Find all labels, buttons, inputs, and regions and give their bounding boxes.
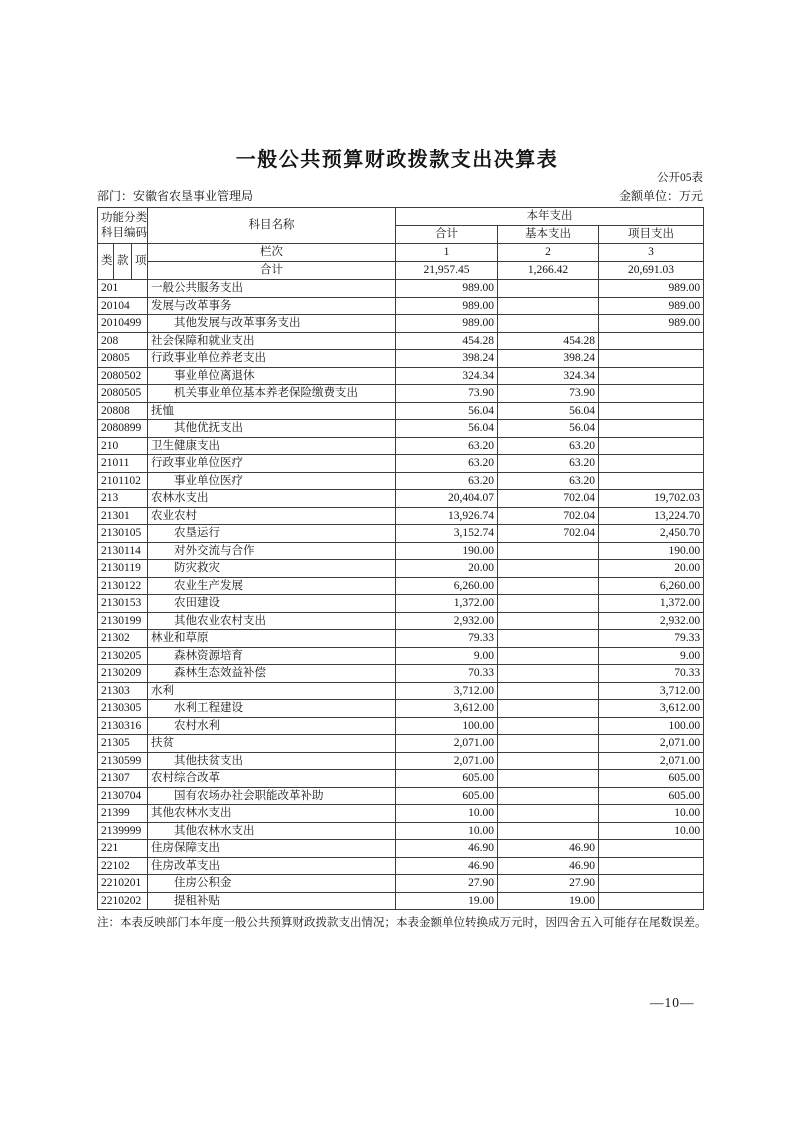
row-basic-value: 27.90 bbox=[498, 875, 599, 893]
row-basic-value: 63.20 bbox=[498, 472, 599, 490]
table-row bbox=[98, 332, 704, 350]
row-total-value: 27.90 bbox=[396, 875, 498, 893]
row-project-value: 3,712.00 bbox=[599, 682, 704, 700]
col-num-2: 2 bbox=[498, 244, 599, 262]
row-project-value: 10.00 bbox=[599, 805, 704, 823]
grand-total-row bbox=[98, 262, 704, 280]
row-basic-value: 46.90 bbox=[498, 840, 599, 858]
table-row bbox=[98, 385, 704, 403]
col-num-1: 1 bbox=[396, 244, 498, 262]
row-subject-name: 其他扶贫支出 bbox=[148, 752, 396, 770]
table-row bbox=[98, 770, 704, 788]
row-basic-value: 454.28 bbox=[498, 332, 599, 350]
header-current-year: 本年支出 bbox=[396, 208, 704, 226]
row-total-value: 605.00 bbox=[396, 770, 498, 788]
row-code: 2130209 bbox=[98, 665, 148, 683]
row-basic-value bbox=[498, 770, 599, 788]
table-row bbox=[98, 367, 704, 385]
row-code: 22102 bbox=[98, 857, 148, 875]
row-project-value: 1,372.00 bbox=[599, 595, 704, 613]
page-number: —10— bbox=[650, 995, 695, 1010]
row-project-value: 605.00 bbox=[599, 787, 704, 805]
row-total-value: 46.90 bbox=[396, 857, 498, 875]
table-row bbox=[98, 822, 704, 840]
row-basic-value bbox=[498, 682, 599, 700]
table-row bbox=[98, 420, 704, 438]
row-code: 2080899 bbox=[98, 420, 148, 438]
table-row bbox=[98, 315, 704, 333]
row-project-value bbox=[599, 332, 704, 350]
row-subject-name: 社会保障和就业支出 bbox=[148, 332, 396, 350]
row-total-value: 605.00 bbox=[396, 787, 498, 805]
row-subject-name: 林业和草原 bbox=[148, 630, 396, 648]
table-number: 公开05表 bbox=[657, 172, 703, 184]
header-function-code-line1: 功能分类 bbox=[101, 212, 147, 225]
row-total-value: 2,932.00 bbox=[396, 612, 498, 630]
row-project-value bbox=[599, 402, 704, 420]
row-subject-name: 住房改革支出 bbox=[148, 857, 396, 875]
row-project-value: 3,612.00 bbox=[599, 700, 704, 718]
header-row-1 bbox=[98, 208, 704, 226]
row-basic-value bbox=[498, 700, 599, 718]
table-row bbox=[98, 542, 704, 560]
row-total-value: 398.24 bbox=[396, 350, 498, 368]
row-project-value: 70.33 bbox=[599, 665, 704, 683]
row-code: 2130153 bbox=[98, 595, 148, 613]
table-row bbox=[98, 717, 704, 735]
table-row bbox=[98, 595, 704, 613]
table-row bbox=[98, 630, 704, 648]
row-subject-name: 对外交流与合作 bbox=[148, 542, 396, 560]
row-basic-value bbox=[498, 630, 599, 648]
row-code: 2130119 bbox=[98, 560, 148, 578]
row-subject-name: 卫生健康支出 bbox=[148, 437, 396, 455]
row-total-value: 19.00 bbox=[396, 892, 498, 910]
row-subject-name: 行政事业单位养老支出 bbox=[148, 350, 396, 368]
row-subject-name: 其他优抚支出 bbox=[148, 420, 396, 438]
row-basic-value bbox=[498, 542, 599, 560]
header-total: 合计 bbox=[396, 226, 498, 244]
row-total-value: 454.28 bbox=[396, 332, 498, 350]
page-title: 一般公共预算财政拨款支出决算表 bbox=[235, 149, 559, 171]
row-code: 221 bbox=[98, 840, 148, 858]
row-code: 21302 bbox=[98, 630, 148, 648]
table-row bbox=[98, 525, 704, 543]
row-project-value: 20.00 bbox=[599, 560, 704, 578]
row-project-value: 10.00 bbox=[599, 822, 704, 840]
row-project-value: 100.00 bbox=[599, 717, 704, 735]
row-project-value: 190.00 bbox=[599, 542, 704, 560]
row-code: 2210201 bbox=[98, 875, 148, 893]
row-basic-value bbox=[498, 647, 599, 665]
row-subject-name: 住房公积金 bbox=[148, 875, 396, 893]
row-code: 21011 bbox=[98, 455, 148, 473]
row-project-value: 2,071.00 bbox=[599, 752, 704, 770]
row-basic-value bbox=[498, 560, 599, 578]
grand-total-total: 21,957.45 bbox=[396, 262, 498, 280]
row-subject-name: 水利工程建设 bbox=[148, 700, 396, 718]
row-project-value bbox=[599, 875, 704, 893]
table-row bbox=[98, 805, 704, 823]
row-code: 21305 bbox=[98, 735, 148, 753]
row-project-value bbox=[599, 892, 704, 910]
row-code: 213 bbox=[98, 490, 148, 508]
row-code: 2210202 bbox=[98, 892, 148, 910]
row-code: 2130704 bbox=[98, 787, 148, 805]
row-total-value: 100.00 bbox=[396, 717, 498, 735]
row-subject-name: 农业生产发展 bbox=[148, 577, 396, 595]
row-total-value: 989.00 bbox=[396, 297, 498, 315]
table-row bbox=[98, 875, 704, 893]
row-project-value: 2,071.00 bbox=[599, 735, 704, 753]
row-subject-name: 森林资源培育 bbox=[148, 647, 396, 665]
row-project-value: 9.00 bbox=[599, 647, 704, 665]
row-total-value: 10.00 bbox=[396, 822, 498, 840]
row-subject-name: 住房保障支出 bbox=[148, 840, 396, 858]
table-row bbox=[98, 647, 704, 665]
table-row bbox=[98, 402, 704, 420]
row-subject-name: 农田建设 bbox=[148, 595, 396, 613]
row-total-value: 3,612.00 bbox=[396, 700, 498, 718]
header-project: 项目支出 bbox=[599, 226, 704, 244]
table-row bbox=[98, 892, 704, 910]
row-subject-name: 防灾救灾 bbox=[148, 560, 396, 578]
row-basic-value: 56.04 bbox=[498, 402, 599, 420]
grand-total-label: 合计 bbox=[148, 262, 396, 280]
col-num-3: 3 bbox=[599, 244, 704, 262]
row-subject-name: 机关事业单位基本养老保险缴费支出 bbox=[148, 385, 396, 403]
row-total-value: 73.90 bbox=[396, 385, 498, 403]
row-total-value: 2,071.00 bbox=[396, 752, 498, 770]
table-row bbox=[98, 472, 704, 490]
row-code: 2130316 bbox=[98, 717, 148, 735]
row-project-value: 989.00 bbox=[599, 297, 704, 315]
row-total-value: 63.20 bbox=[396, 437, 498, 455]
grand-total-basic: 1,266.42 bbox=[498, 262, 599, 280]
row-subject-name: 水利 bbox=[148, 682, 396, 700]
row-total-value: 3,712.00 bbox=[396, 682, 498, 700]
table-row bbox=[98, 437, 704, 455]
row-code: 2010499 bbox=[98, 315, 148, 333]
row-basic-value: 63.20 bbox=[498, 437, 599, 455]
row-subject-name: 扶贫 bbox=[148, 735, 396, 753]
row-project-value bbox=[599, 472, 704, 490]
row-code: 2139999 bbox=[98, 822, 148, 840]
row-basic-value bbox=[498, 752, 599, 770]
table-row bbox=[98, 735, 704, 753]
row-code: 2130599 bbox=[98, 752, 148, 770]
row-project-value bbox=[599, 385, 704, 403]
row-total-value: 989.00 bbox=[396, 315, 498, 333]
row-basic-value bbox=[498, 612, 599, 630]
row-total-value: 1,372.00 bbox=[396, 595, 498, 613]
row-project-value: 605.00 bbox=[599, 770, 704, 788]
row-total-value: 56.04 bbox=[396, 420, 498, 438]
row-project-value bbox=[599, 455, 704, 473]
header-kuan: 款 bbox=[114, 244, 132, 280]
row-basic-value: 56.04 bbox=[498, 420, 599, 438]
row-code: 20808 bbox=[98, 402, 148, 420]
row-basic-value bbox=[498, 787, 599, 805]
row-project-value bbox=[599, 367, 704, 385]
row-code: 2130105 bbox=[98, 525, 148, 543]
row-subject-name: 农垦运行 bbox=[148, 525, 396, 543]
table-row bbox=[98, 280, 704, 298]
row-basic-value bbox=[498, 735, 599, 753]
row-code: 210 bbox=[98, 437, 148, 455]
table-row bbox=[98, 490, 704, 508]
row-basic-value: 324.34 bbox=[498, 367, 599, 385]
row-total-value: 3,152.74 bbox=[396, 525, 498, 543]
row-project-value bbox=[599, 857, 704, 875]
meta-row bbox=[97, 187, 703, 204]
header-basic: 基本支出 bbox=[498, 226, 599, 244]
row-code: 21301 bbox=[98, 507, 148, 525]
table-row bbox=[98, 577, 704, 595]
footnote: 注：本表反映部门本年度一般公共预算财政拨款支出情况；本表金额单位转换成万元时，因四舍五入可能存在尾数误差。 bbox=[97, 917, 707, 929]
unit-label: 金额单位：万元 bbox=[618, 189, 703, 203]
row-subject-name: 抚恤 bbox=[148, 402, 396, 420]
row-project-value bbox=[599, 840, 704, 858]
row-code: 2130114 bbox=[98, 542, 148, 560]
header-lei: 类 bbox=[98, 244, 114, 280]
table-row bbox=[98, 752, 704, 770]
row-basic-value: 702.04 bbox=[498, 490, 599, 508]
row-total-value: 13,926.74 bbox=[396, 507, 498, 525]
row-basic-value bbox=[498, 822, 599, 840]
row-code: 21303 bbox=[98, 682, 148, 700]
row-basic-value bbox=[498, 717, 599, 735]
row-project-value bbox=[599, 420, 704, 438]
row-basic-value bbox=[498, 280, 599, 298]
table-row bbox=[98, 665, 704, 683]
row-project-value: 6,260.00 bbox=[599, 577, 704, 595]
row-total-value: 2,071.00 bbox=[396, 735, 498, 753]
row-project-value: 19,702.03 bbox=[599, 490, 704, 508]
header-function-code bbox=[98, 208, 148, 244]
row-total-value: 79.33 bbox=[396, 630, 498, 648]
table-row bbox=[98, 857, 704, 875]
row-code: 21399 bbox=[98, 805, 148, 823]
row-subject-name: 国有农场办社会职能改革补助 bbox=[148, 787, 396, 805]
budget-table bbox=[97, 207, 704, 910]
row-total-value: 989.00 bbox=[396, 280, 498, 298]
table-row bbox=[98, 507, 704, 525]
department-label: 部门：安徽省农垦事业管理局 bbox=[97, 189, 254, 203]
table-row bbox=[98, 682, 704, 700]
table-row bbox=[98, 297, 704, 315]
row-subject-name: 农村综合改革 bbox=[148, 770, 396, 788]
column-index-row bbox=[98, 244, 704, 262]
table-row bbox=[98, 700, 704, 718]
row-basic-value: 19.00 bbox=[498, 892, 599, 910]
table-body bbox=[98, 280, 704, 910]
row-total-value: 63.20 bbox=[396, 455, 498, 473]
table-row bbox=[98, 612, 704, 630]
header-function-code-line2: 科目编码 bbox=[101, 226, 147, 239]
row-total-value: 70.33 bbox=[396, 665, 498, 683]
row-subject-name: 事业单位离退休 bbox=[148, 367, 396, 385]
row-basic-value: 63.20 bbox=[498, 455, 599, 473]
row-basic-value bbox=[498, 577, 599, 595]
row-project-value: 13,224.70 bbox=[599, 507, 704, 525]
row-total-value: 9.00 bbox=[396, 647, 498, 665]
row-index-label: 栏次 bbox=[148, 244, 396, 262]
row-project-value: 79.33 bbox=[599, 630, 704, 648]
table-row bbox=[98, 787, 704, 805]
row-code: 21307 bbox=[98, 770, 148, 788]
row-total-value: 20.00 bbox=[396, 560, 498, 578]
header-subject-name: 科目名称 bbox=[148, 208, 396, 244]
row-basic-value bbox=[498, 805, 599, 823]
row-subject-name: 一般公共服务支出 bbox=[148, 280, 396, 298]
row-basic-value bbox=[498, 297, 599, 315]
row-subject-name: 农林水支出 bbox=[148, 490, 396, 508]
row-total-value: 190.00 bbox=[396, 542, 498, 560]
row-total-value: 10.00 bbox=[396, 805, 498, 823]
table-row bbox=[98, 840, 704, 858]
row-subject-name: 农村水利 bbox=[148, 717, 396, 735]
row-basic-value bbox=[498, 595, 599, 613]
table-row bbox=[98, 350, 704, 368]
row-code: 2130305 bbox=[98, 700, 148, 718]
table-row bbox=[98, 455, 704, 473]
row-subject-name: 行政事业单位医疗 bbox=[148, 455, 396, 473]
row-code: 2080502 bbox=[98, 367, 148, 385]
row-total-value: 46.90 bbox=[396, 840, 498, 858]
row-basic-value: 702.04 bbox=[498, 525, 599, 543]
row-total-value: 56.04 bbox=[396, 402, 498, 420]
row-basic-value: 46.90 bbox=[498, 857, 599, 875]
grand-total-project: 20,691.03 bbox=[599, 262, 704, 280]
row-basic-value: 73.90 bbox=[498, 385, 599, 403]
row-project-value: 2,450.70 bbox=[599, 525, 704, 543]
row-total-value: 20,404.07 bbox=[396, 490, 498, 508]
row-subject-name: 农业农村 bbox=[148, 507, 396, 525]
row-subject-name: 提租补贴 bbox=[148, 892, 396, 910]
row-total-value: 63.20 bbox=[396, 472, 498, 490]
row-total-value: 324.34 bbox=[396, 367, 498, 385]
row-total-value: 6,260.00 bbox=[396, 577, 498, 595]
row-subject-name: 其他发展与改革事务支出 bbox=[148, 315, 396, 333]
table-row bbox=[98, 560, 704, 578]
row-project-value bbox=[599, 350, 704, 368]
row-basic-value bbox=[498, 315, 599, 333]
row-code: 208 bbox=[98, 332, 148, 350]
header-xiang: 项 bbox=[132, 244, 148, 280]
row-project-value: 989.00 bbox=[599, 315, 704, 333]
row-basic-value: 702.04 bbox=[498, 507, 599, 525]
row-code: 2080505 bbox=[98, 385, 148, 403]
row-code: 20104 bbox=[98, 297, 148, 315]
row-subject-name: 其他农业农村支出 bbox=[148, 612, 396, 630]
row-project-value bbox=[599, 437, 704, 455]
row-subject-name: 事业单位医疗 bbox=[148, 472, 396, 490]
row-subject-name: 其他农林水支出 bbox=[148, 822, 396, 840]
row-code: 20805 bbox=[98, 350, 148, 368]
row-project-value: 2,932.00 bbox=[599, 612, 704, 630]
row-code: 2130199 bbox=[98, 612, 148, 630]
row-code: 2101102 bbox=[98, 472, 148, 490]
row-basic-value: 398.24 bbox=[498, 350, 599, 368]
row-basic-value bbox=[498, 665, 599, 683]
row-subject-name: 其他农林水支出 bbox=[148, 805, 396, 823]
row-subject-name: 森林生态效益补偿 bbox=[148, 665, 396, 683]
row-code: 2130122 bbox=[98, 577, 148, 595]
row-project-value: 989.00 bbox=[599, 280, 704, 298]
row-code: 2130205 bbox=[98, 647, 148, 665]
row-subject-name: 发展与改革事务 bbox=[148, 297, 396, 315]
row-code: 201 bbox=[98, 280, 148, 298]
